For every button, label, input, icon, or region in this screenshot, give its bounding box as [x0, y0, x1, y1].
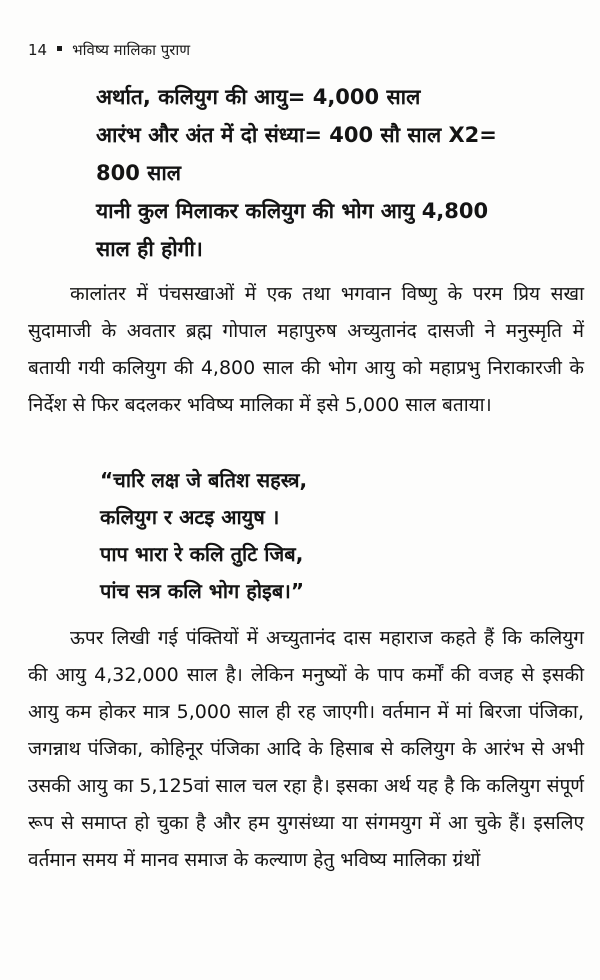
calc-line: 800 साल	[96, 161, 182, 185]
verse-line: पांच सत्र कलि भोग होइब।”	[100, 579, 305, 603]
bullet-separator	[57, 46, 62, 51]
running-header	[28, 40, 190, 60]
calc-line: साल ही होगी।	[96, 237, 203, 261]
calculation-block	[96, 78, 566, 268]
page-number: 14	[28, 41, 48, 59]
verse-line: पाप भारा रे कलि तुटि जिब,	[100, 542, 304, 566]
calc-line: अर्थात, कलियुग की आयु= 4,000 साल	[96, 85, 421, 109]
paragraph-1: कालांतर में पंचसखाओं में एक तथा भगवान विष्णु के परम प्रिय सखा सुदामाजी के अवतार ब्रह्म गोपाल महापुरुष अच्युतानंद दासजी ने मनुस्मृति में बतायी गयी कलियुग की 4,800 साल की भोग आयु को महाप्रभु निराकारजी के निर्देश से फिर बदलकर भविष्य मालिका में इसे 5,000 साल बताया।	[28, 283, 584, 416]
book-title: भविष्य मालिका पुराण	[72, 41, 191, 59]
verse-line: कलियुग र अटइ आयुष ।	[100, 505, 280, 529]
verse-quote	[100, 462, 560, 610]
calc-line: आरंभ और अंत में दो संध्या= 400 सौ साल X2=	[96, 123, 497, 147]
calc-line: यानी कुल मिलाकर कलियुग की भोग आयु 4,800	[96, 199, 489, 223]
paragraph-2: ऊपर लिखी गई पंक्तियों में अच्युतानंद दास महाराज कहते हैं कि कलियुग की आयु 4,32,000 साल है। लेकिन मनुष्यों के पाप कर्मों की वजह से इसकी आयु कम होकर मात्र 5,000 साल ही रह जाएगी। वर्तमान में मां बिरजा पंजिका, जगन्नाथ पंजिका, कोहिनूर पंजिका आदि के हिसाब से कलियुग के आरंभ से अभी उसकी आयु का 5,125वां साल चल रहा है। इसका अर्थ यह है कि कलियुग संपूर्ण रूप से समाप्त हो चुका है और हम युगसंध्या या संगमयुग में आ चुके हैं। इसलिए वर्तमान समय में मानव समाज के कल्याण हेतु भविष्य मालिका ग्रंथों	[28, 627, 584, 871]
verse-line: “चारि लक्ष जे बतिश सहस्त्र,	[100, 468, 308, 492]
